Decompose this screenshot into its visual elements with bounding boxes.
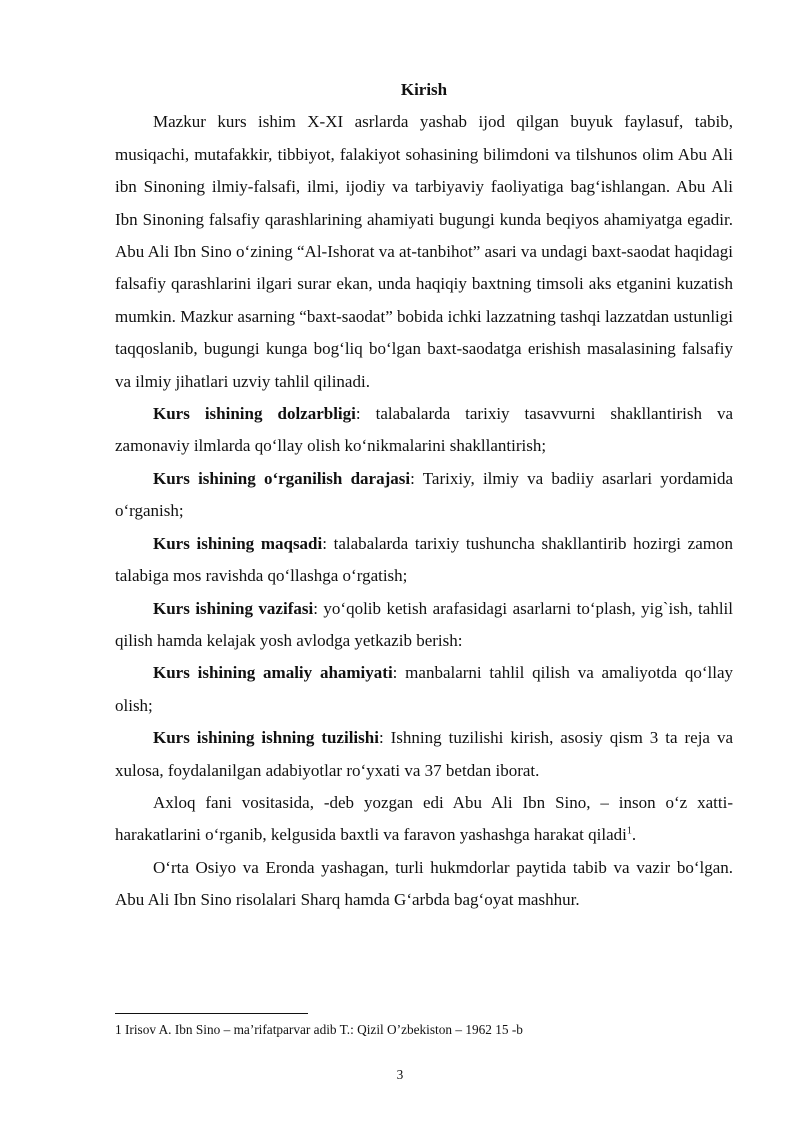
section-text: : manbalarni tahlil qilish va amaliyotda qo‘llay olish; [115,663,733,715]
footnote-reference[interactable]: 1 [626,825,632,837]
section-text: : Tarixiy, ilmiy va badiiy asarlari yordamida o‘rganish; [115,468,734,521]
closing-paragraph: O‘rta Osiyo va Eronda yashagan, turli hukmdorlar paytida tabib va vazir bo‘lgan. Abu Ali Ibn Sino risolalari Sharq hamda G‘arbda bag‘oyat mashhur. [115,857,733,910]
section-text: : talabalarda tarixiy tasavvurni shakllantirish va zamonaviy ilmlarda qo‘llay olish ko‘nikmalarini shakllantirish; [115,404,733,456]
section-label: Kurs ishining maqsadi [153,533,323,553]
section-task [115,593,733,658]
section-label: Kurs ishining dolzarbligi [153,404,356,424]
section-text: : Ishning tuzilishi kirish, asosiy qism 3 ta reja va xulosa, foydalanilgan adabiyotlar ro‘yxati va 37 betdan iborat. [115,728,733,780]
intro-paragraph: Mazkur kurs ishim X-XI asrlarda yashab ijod qilgan buyuk faylasuf, tabib, musiqachi, mutafakkir, tibbiyot, falakiyot sohasining bilimdoni va tilshunos olim Abu Ali ibn Sinoning ilmiy-falsafi, ilmi, ijodiy va tarbiyaviy faoliyatiga bag‘ishlangan. Abu Ali Ibn Sinoning falsafiy qarashlarining ahamiyati bugungi kunda beqiyos ahamiyatga egadir. Abu Ali Ibn Sino o‘zining “Al-Ishorat va at-tanbihot” asari va undagi baxt-saodat haqidagi falsafiy qarashlarini ilgari surar ekan, unda haqiqiy baxtning timsoli aks etganini kuzatish mumkin. Mazkur asarning “baxt-saodat” bobida ichki lazzatning tashqi lazzatdan ustunligi taqqoslanib, bugungi kunga bog‘liq bo‘lgan baxt-saodatga erishish masalasining falsafiy va ilmiy jihatlari uzviy tahlil qilinadi. [115,112,733,391]
section-text: : talabalarda tarixiy tushuncha shakllantirib hozirgi zamon talabiga mos ravishda qo‘llashga o‘rgatish; [115,533,733,586]
page-number: 3 [396,1067,404,1082]
section-practical-value [115,657,733,722]
section-label: Kurs ishining o‘rganilish darajasi [153,468,411,488]
section-structure [115,722,733,787]
section-label: Kurs ishining vazifasi [153,598,314,618]
quote-paragraph: Axloq fani vositasida, -deb yozgan edi Abu Ali Ibn Sino, – inson o‘z xatti-harakatlarini o‘rganib, kelgusida baxtli va faravon yashashga harakat qiladi$^1$. [115,792,733,845]
section-label: Kurs ishining ishning tuzilishi [153,728,379,748]
section-label: Kurs ishining amaliy ahamiyati [153,663,393,683]
footnote-separator [115,1013,308,1014]
footnote: 1 Irisov A. Ibn Sino – ma’rifatparvar adib T.: Qizil O’zbekiston – 1962 15 -b [115,1022,523,1037]
section-relevance [115,398,733,463]
page-body [115,74,733,917]
section-text: : yo‘qolib ketish arafasidagi asarlarni to‘plash, yig`ish, tahlil qilish hamda kelajak yosh avlodga yetkazib berish: [115,598,733,650]
section-study-level [115,463,733,528]
page-title: Kirish [400,80,448,99]
section-goal [115,528,733,593]
quote-text: Axloq fani vositasida, -deb yozgan edi Abu Ali Ibn Sino, – inson o‘z xatti-harakatlarini o‘rganib, kelgusida baxtli va faravon yashashga harakat qiladi [115,792,733,845]
